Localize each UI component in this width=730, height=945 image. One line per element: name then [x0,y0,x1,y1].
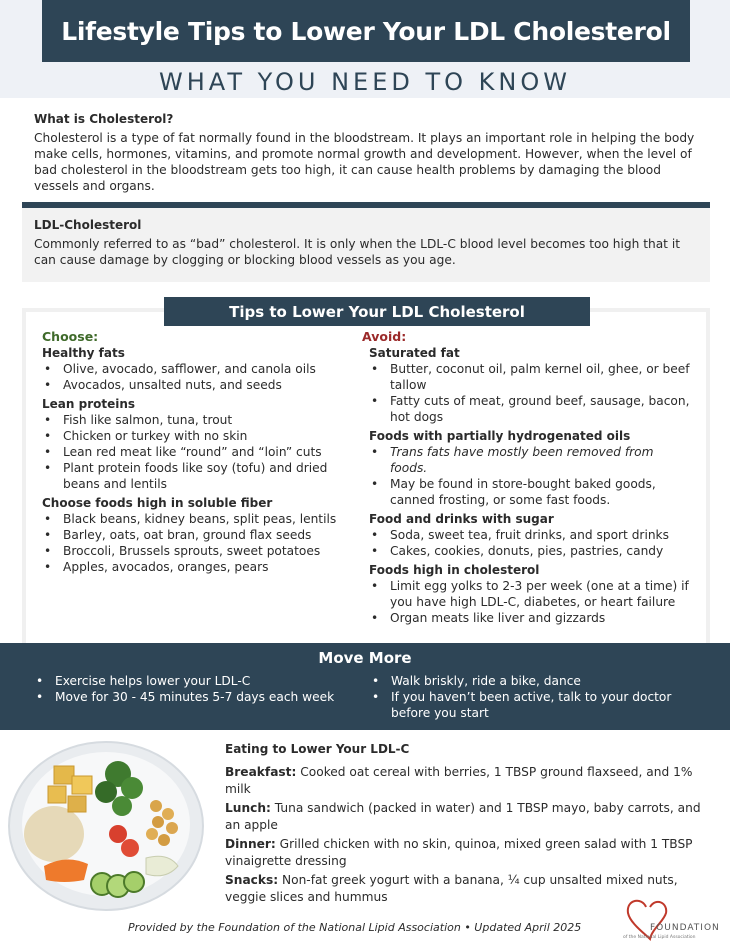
list-item: • Avocados, unsalted nuts, and seeds [42,377,347,393]
group-title: Food and drinks with sugar [369,512,554,526]
ldl-body: Commonly referred to as “bad” cholesterol. It is only when the LDL-C blood level becomes too high that it can cause damage by clogging or blocking blood vessels as you age. [34,237,681,267]
meal-text: Cooked oat cereal with berries, 1 TBSP ground flaxseed, and 1% milk [225,765,693,796]
meal-text: Non-fat greek yogurt with a banana, ¼ cup unsalted mixed nuts, veggie slices and hummus [225,873,678,904]
move-left-column [34,673,354,705]
list-item: • Trans fats have mostly been removed from foods. [362,444,692,476]
tip-list [362,527,692,559]
list-item: • Barley, oats, oat bran, ground flax seeds [42,527,347,543]
ldl-heading: LDL-Cholesterol [34,218,142,232]
list-item: • If you haven’t been active, talk to your doctor before you start [370,689,710,721]
list-item: • Fish like salmon, tuna, trout [42,412,347,428]
list-item: • Limit egg yolks to 2-3 per week (one at a time) if you have high LDL-C, diabetes, or heart failure [362,578,692,610]
list-item: • Chicken or turkey with no skin [42,428,347,444]
list-item: • Olive, avocado, safflower, and canola oils [42,361,347,377]
list-item: • Apples, avocados, oranges, pears [42,559,347,575]
meal-plan-section [225,741,705,908]
page-title: Lifestyle Tips to Lower Your LDL Cholesterol [61,16,671,46]
logo-text: FOUNDATION [650,923,720,933]
choose-label: Choose: [42,329,99,344]
group-title: Lean proteins [42,397,136,411]
food-plate-illustration [6,734,216,912]
meal-lunch [225,800,705,834]
page-subtitle: WHAT YOU NEED TO KNOW [159,68,571,96]
choose-column [42,329,347,578]
what-is-heading: What is Cholesterol? [34,112,174,126]
group-title: Choose foods high in soluble fiber [42,496,273,510]
tip-list [362,444,692,508]
meal-label: Snacks: [225,873,279,887]
meal-dinner [225,836,705,870]
what-is-body: Cholesterol is a type of fat normally found in the bloodstream. It plays an important role in helping the body make cells, hormones, vitamins, and promote normal growth and development. However, when the level of bad cholesterol in the bloodstream gets too high, it can cause health problems by damaging the blood vessels and organs. [34,131,695,193]
move-right-column [370,673,710,721]
tip-list [42,511,347,575]
tip-list [362,578,692,626]
list-item: • Cakes, cookies, donuts, pies, pastries, candy [362,543,692,559]
list-item: • Walk briskly, ride a bike, dance [370,673,710,689]
meal-label: Lunch: [225,801,271,815]
list-item: • Exercise helps lower your LDL-C [34,673,354,689]
tip-list [42,412,347,492]
list-item: • Soda, sweet tea, fruit drinks, and sport drinks [362,527,692,543]
group-title: Foods high in cholesterol [369,563,540,577]
move-more-title: Move More [318,649,412,667]
meal-text: Tuna sandwich (packed in water) and 1 TBSP mayo, baby carrots, and an apple [225,801,701,832]
tips-title: Tips to Lower Your LDL Cholesterol [164,297,590,326]
group-title: Saturated fat [369,346,460,360]
meal-breakfast [225,764,705,798]
list-item: • Broccoli, Brussels sprouts, sweet potatoes [42,543,347,559]
list-item: • Butter, coconut oil, palm kernel oil, ghee, or beef tallow [362,361,692,393]
list-item: • Move for 30 - 45 minutes 5-7 days each week [34,689,354,705]
logo-subtext: of the National Lipid Association [623,935,696,940]
title-banner [42,0,690,62]
tip-list [362,361,692,425]
list-item: • May be found in store-bought baked goods, canned frosting, or some fast foods. [362,476,692,508]
ldl-cholesterol-section [22,208,710,282]
list-item: • Lean red meat like “round” and “loin” cuts [42,444,347,460]
move-more-section [0,643,730,730]
what-is-cholesterol-section [34,112,698,194]
list-item: • Fatty cuts of meat, ground beef, sausage, bacon, hot dogs [362,393,692,425]
list-item: • Black beans, kidney beans, split peas, lentils [42,511,347,527]
group-title: Healthy fats [42,346,125,360]
avoid-column [362,329,692,629]
list-item: • Plant protein foods like soy (tofu) and dried beans and lentils [42,460,347,492]
meal-text: Grilled chicken with no skin, quinoa, mixed green salad with 1 TBSP vinaigrette dressing [225,837,693,868]
meal-label: Dinner: [225,837,276,851]
move-list [370,673,710,721]
meal-plan-title: Eating to Lower Your LDL-C [225,742,410,756]
avoid-label: Avoid: [362,329,407,344]
footer-credit: Provided by the Foundation of the National Lipid Association • Updated April 2025 [128,921,582,934]
list-item: • Organ meats like liver and gizzards [362,610,692,626]
tip-list [42,361,347,393]
move-list [34,673,354,705]
meal-label: Breakfast: [225,765,297,779]
group-title: Foods with partially hydrogenated oils [369,429,631,443]
